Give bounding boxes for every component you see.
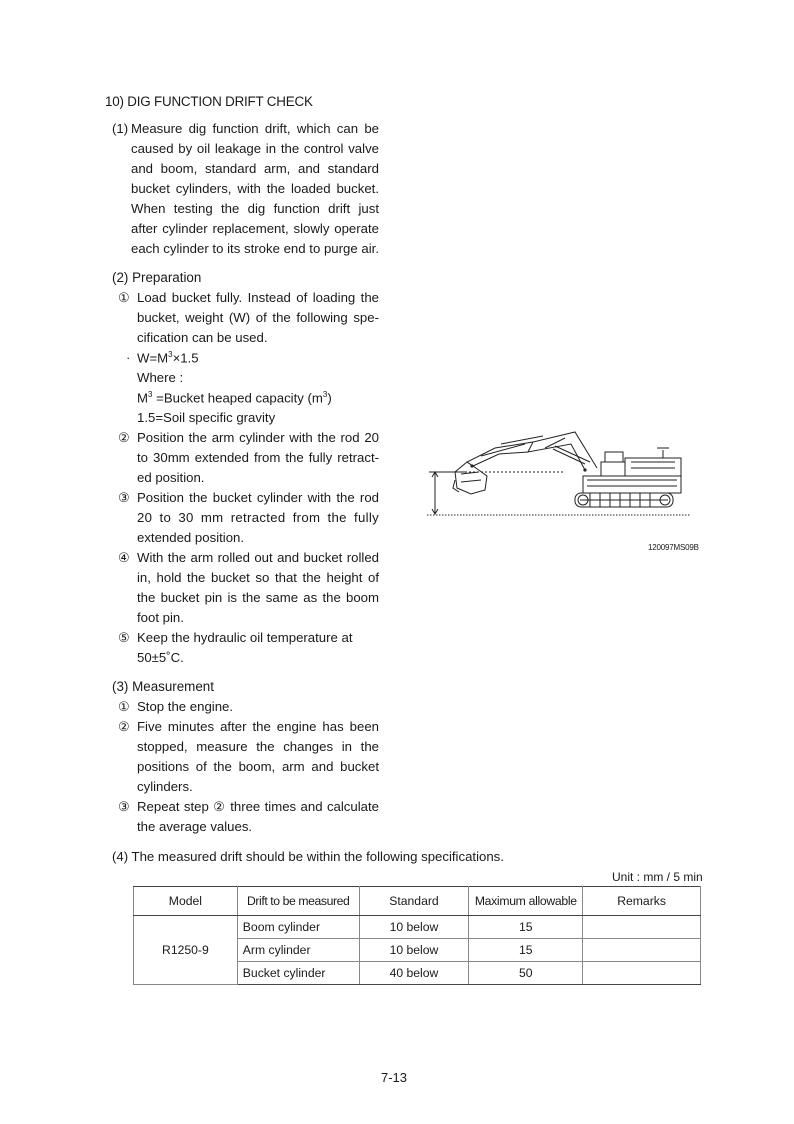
step-marker: ③: [118, 799, 130, 814]
section-1-line: Measure dig function drift, which can be: [131, 121, 379, 136]
remarks-cell: [583, 916, 701, 939]
table-header-cell: Standard: [359, 887, 469, 916]
section-2-title: (2) Preparation: [112, 270, 202, 285]
table-header-row: [134, 887, 701, 916]
step-line: positions of the boom, arm and bucket: [137, 759, 379, 774]
step-marker: ①: [118, 699, 130, 714]
step-marker: ②: [118, 430, 130, 445]
drift-spec-table: [133, 886, 701, 985]
step-line: in, hold the bucket so that the height of: [137, 570, 379, 585]
step-line: bucket, weight (W) of the following spe-: [137, 310, 379, 325]
max-cell: 15: [469, 916, 583, 939]
m3-definition: [137, 390, 332, 405]
step-line: Keep the hydraulic oil temperature at: [137, 630, 353, 645]
drift-cell: Boom cylinder: [237, 916, 359, 939]
formula-bullet: ·: [126, 350, 131, 365]
page-number: 7-13: [381, 1070, 408, 1085]
drift-cell: Bucket cylinder: [237, 962, 359, 985]
formula-text: ×1.5: [172, 350, 199, 366]
step-line: cylinders.: [137, 779, 193, 794]
max-cell: 50: [469, 962, 583, 985]
figure-caption: 120097MS09B: [648, 543, 699, 552]
standard-cell: 10 below: [359, 939, 469, 962]
step-line: cification can be used.: [137, 330, 268, 345]
step-line: With the arm rolled out and bucket rolled: [137, 550, 379, 565]
step-line: foot pin.: [137, 610, 184, 625]
step-line: Repeat step ② three times and calculate: [137, 799, 379, 814]
step-line: to 30mm extended from the fully retract-: [137, 450, 379, 465]
step-line: 50±5˚C.: [137, 650, 184, 665]
table-header-cell: Remarks: [583, 887, 701, 916]
step-line: extended position.: [137, 530, 245, 545]
section-1-line: and boom, standard arm, and standard: [131, 161, 379, 176]
section-1-line: after cylinder replacement, slowly operate: [131, 221, 379, 236]
step-line: Load bucket fully. Instead of loading the: [137, 290, 379, 305]
step-marker: ③: [118, 490, 130, 505]
section-4-text: (4) The measured drift should be within the following specifications.: [112, 849, 504, 864]
unit-label: Unit : mm / 5 min: [612, 870, 703, 884]
remarks-cell: [583, 962, 701, 985]
model-cell: R1250-9: [134, 916, 238, 985]
step-line: stopped, measure the changes in the: [137, 739, 379, 754]
excavator-illustration: [425, 418, 700, 528]
weight-formula: [137, 350, 199, 365]
step-line: the bucket pin is the same as the boom: [137, 590, 379, 605]
excavator-figure: [425, 418, 700, 528]
remarks-cell: [583, 939, 701, 962]
section-1-number: (1): [112, 121, 129, 136]
standard-cell: 10 below: [359, 916, 469, 939]
step-line: Position the arm cylinder with the rod 20: [137, 430, 379, 445]
max-cell: 15: [469, 939, 583, 962]
formula-text: W=M: [137, 350, 169, 366]
step-line: 20 to 30 mm retracted from the fully: [137, 510, 379, 525]
step-marker: ②: [118, 719, 130, 734]
step-marker: ⑤: [118, 630, 130, 645]
step-marker: ④: [118, 550, 130, 565]
formula-sup: 3: [148, 390, 153, 399]
formula-text: =Bucket heaped capacity (m: [156, 390, 323, 406]
section-heading: 10) DIG FUNCTION DRIFT CHECK: [105, 94, 313, 109]
drift-cell: Arm cylinder: [237, 939, 359, 962]
step-line: Five minutes after the engine has been: [137, 719, 379, 734]
table-header-cell: Model: [134, 887, 238, 916]
section-1-line: caused by oil leakage in the control valve: [131, 141, 379, 156]
standard-cell: 40 below: [359, 962, 469, 985]
table-header-cell: Drift to be measured: [237, 887, 359, 916]
step-line: ed position.: [137, 470, 205, 485]
formula-text: M: [137, 390, 148, 406]
section-1-line: When testing the dig function drift just: [131, 201, 379, 216]
formula-where: Where :: [137, 370, 184, 385]
measure-step-1: Stop the engine.: [137, 699, 234, 714]
step-marker: ①: [118, 290, 130, 305]
formula-sup: 3: [168, 350, 173, 359]
step-line: the average values.: [137, 819, 253, 834]
formula-sup: 3: [322, 390, 328, 399]
section-1-line: bucket cylinders, with the loaded bucket.: [131, 181, 379, 196]
step-line: Position the bucket cylinder with the rod: [137, 490, 379, 505]
formula-text: ): [327, 390, 332, 406]
gravity-definition: 1.5=Soil specific gravity: [137, 410, 276, 425]
table-row: [134, 916, 701, 939]
section-1-line: each cylinder to its stroke end to purge air.: [131, 241, 379, 256]
table-header-cell: Maximum allowable: [469, 887, 583, 916]
section-3-title: (3) Measurement: [112, 679, 214, 694]
